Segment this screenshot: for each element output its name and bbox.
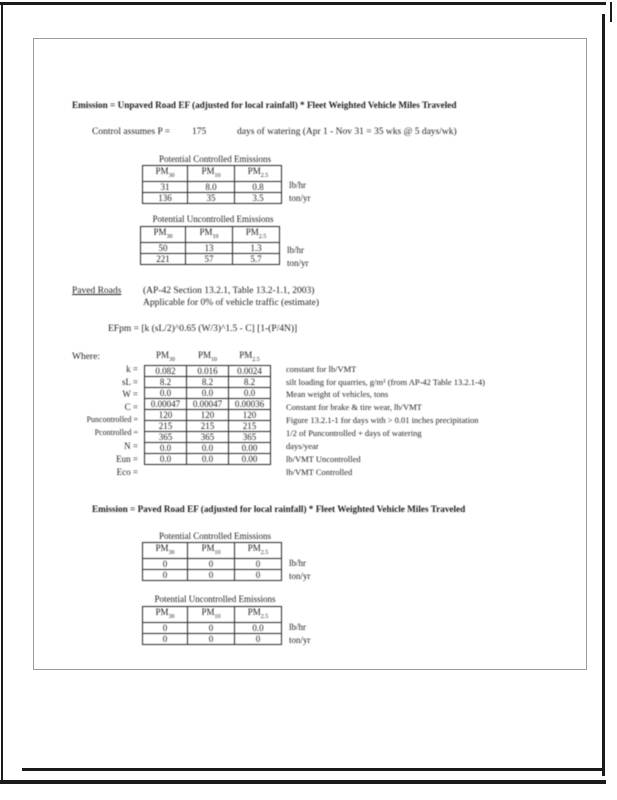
table-cell: 0.00036 xyxy=(229,398,271,409)
scan-border-bottom xyxy=(22,768,604,771)
unit-ton-yr: ton/yr xyxy=(287,258,309,268)
col-pm10: $PM_{10}$ xyxy=(188,166,235,182)
unpaved-uncontrolled-table xyxy=(140,226,280,265)
table-cell: 0.00047 xyxy=(187,398,229,409)
col-pm30: $PM_{30}$ xyxy=(143,543,188,559)
table-cell: 0.0 xyxy=(187,453,229,464)
table-cell: 365 xyxy=(145,431,187,442)
unit-ton-yr: ton/yr xyxy=(289,635,311,645)
table-cell: 215 xyxy=(229,420,271,431)
col-pm10: $PM_{10}$ xyxy=(197,350,217,363)
table-cell: 8.2 xyxy=(145,376,187,387)
col-pm25: $PM_{2.5}$ xyxy=(235,166,282,182)
table-cell: 31 xyxy=(143,181,188,192)
table-row xyxy=(145,398,271,409)
table-cell: 0 xyxy=(143,558,188,569)
table-row xyxy=(143,569,282,580)
col-pm25: $PM_{2.5}$ xyxy=(233,227,280,243)
param-desc-eun: lb/VMT Uncontrolled xyxy=(286,454,361,464)
table-cell: 120 xyxy=(145,409,187,420)
paved-uncontrolled-title: Potential Uncontrolled Emissions xyxy=(154,594,276,604)
table-cell: 0 xyxy=(235,558,282,569)
unit-lb-hr: lb/hr xyxy=(289,622,306,632)
table-row xyxy=(141,242,280,253)
table-cell: 35 xyxy=(188,192,235,203)
scan-border-right-mark xyxy=(610,2,612,22)
table-cell: 13 xyxy=(186,242,233,253)
table-cell: 0 xyxy=(188,558,235,569)
param-label-p-uncontrolled: Puncontrolled = xyxy=(86,415,138,424)
table-row xyxy=(143,181,282,192)
table-row xyxy=(141,253,280,264)
table-cell: 0.00 xyxy=(229,442,271,453)
unpaved-uncontrolled-title: Potential Uncontrolled Emissions xyxy=(152,214,274,224)
col-pm30: $PM_{30}$ xyxy=(143,607,188,623)
table-cell: 0.00 xyxy=(229,453,271,464)
table-row xyxy=(143,633,282,644)
table-cell: 3.5 xyxy=(235,192,282,203)
table-cell: 57 xyxy=(186,253,233,264)
control-description: days of watering (Apr 1 - Nov 31 = 35 wks @ 5 days/wk) xyxy=(237,127,457,137)
param-desc-c: Constant for brake & tire wear, lb/VMT xyxy=(286,402,422,412)
table-cell: 0 xyxy=(143,622,188,633)
table-cell: 0 xyxy=(143,569,188,580)
table-cell: 120 xyxy=(187,409,229,420)
table-row xyxy=(143,558,282,569)
unpaved-controlled-table xyxy=(142,165,282,204)
col-pm10: $PM_{10}$ xyxy=(186,227,233,243)
param-desc-k: constant for lb/VMT xyxy=(286,364,357,374)
table-cell: 0.0024 xyxy=(229,365,271,376)
table-cell: 0 xyxy=(235,569,282,580)
col-pm30: $PM_{30}$ xyxy=(141,227,186,243)
paved-controlled-table xyxy=(142,542,282,581)
col-pm30: $PM_{30}$ xyxy=(155,350,175,363)
unit-lb-hr: lb/hr xyxy=(289,558,306,568)
table-cell: 1.3 xyxy=(233,242,280,253)
table-cell: 0.082 xyxy=(145,365,187,376)
col-pm25: $PM_{2.5}$ xyxy=(235,607,282,623)
table-row xyxy=(145,453,271,464)
paved-controlled-title: Potential Controlled Emissions xyxy=(159,531,271,541)
table-row xyxy=(145,442,271,453)
table-row xyxy=(145,376,271,387)
param-label-eun: Eun = xyxy=(116,454,138,464)
parameters-table xyxy=(144,350,271,465)
param-desc-w: Mean weight of vehicles, tons xyxy=(286,389,389,399)
table-cell: 0.8 xyxy=(235,181,282,192)
param-label-sl: sL = xyxy=(122,377,138,387)
param-label-c: C = xyxy=(124,402,138,412)
col-pm25: $PM_{2.5}$ xyxy=(235,543,282,559)
scan-border-left xyxy=(1,2,3,782)
table-cell: 8.0 xyxy=(188,181,235,192)
table-cell: 365 xyxy=(187,431,229,442)
scan-border-right xyxy=(602,14,605,776)
param-desc-eco: lb/VMT Controlled xyxy=(286,467,353,477)
table-cell: 0 xyxy=(235,633,282,644)
table-cell: 50 xyxy=(141,242,186,253)
table-cell: 0.0 xyxy=(187,387,229,398)
table-row xyxy=(145,409,271,420)
table-cell: 0.00047 xyxy=(145,398,187,409)
unpaved-emission-equation: Emission = Unpaved Road EF (adjusted for local rainfall) * Fleet Weighted Vehicle Miles Traveled xyxy=(72,100,457,110)
param-desc-p-controlled: 1/2 of Puncontrolled + days of watering xyxy=(286,428,422,438)
table-cell: 0 xyxy=(188,633,235,644)
param-label-w: W = xyxy=(122,389,138,399)
param-desc-n: days/year xyxy=(286,441,319,451)
paved-formula: EFpm = [k (sL/2)^0.65 (W/3)^1.5 - C] [1-(P/4N)] xyxy=(108,324,298,334)
table-cell: 5.7 xyxy=(233,253,280,264)
table-cell: 0 xyxy=(188,622,235,633)
unit-lb-hr: lb/hr xyxy=(287,245,304,255)
where-label: Where: xyxy=(72,352,100,362)
table-cell: 0.016 xyxy=(187,365,229,376)
col-pm25: $PM_{2.5}$ xyxy=(239,350,260,363)
table-cell: 120 xyxy=(229,409,271,420)
table-cell: 0.0 xyxy=(145,442,187,453)
table-cell: 8.2 xyxy=(229,376,271,387)
control-label: Control assumes P = xyxy=(92,127,171,137)
table-cell: 0.0 xyxy=(187,442,229,453)
paved-reference: (AP-42 Section 13.2.1, Table 13.2-1.1, 2003) xyxy=(143,286,315,296)
table-cell: 365 xyxy=(229,431,271,442)
unit-ton-yr: ton/yr xyxy=(289,193,311,203)
col-pm30: $PM_{30}$ xyxy=(143,166,188,182)
table-row xyxy=(145,387,271,398)
param-desc-sl: silt loading for quarries, g/m² (from AP-42 Table 13.2.1-4) xyxy=(286,377,485,387)
col-pm10: $PM_{10}$ xyxy=(188,543,235,559)
table-cell: 0.0 xyxy=(145,387,187,398)
param-label-k: k = xyxy=(126,364,138,374)
table-cell: 0.0 xyxy=(235,622,282,633)
table-row xyxy=(145,420,271,431)
param-label-n: N = xyxy=(124,441,138,451)
param-label-p-controlled: Pcontrolled = xyxy=(94,428,138,437)
table-cell: 0 xyxy=(143,633,188,644)
unit-lb-hr: lb/hr xyxy=(289,180,306,190)
table-cell: 215 xyxy=(187,420,229,431)
table-cell: 0.0 xyxy=(145,453,187,464)
scan-border-top xyxy=(0,2,606,5)
table-cell: 221 xyxy=(141,253,186,264)
table-cell: 0.0 xyxy=(229,387,271,398)
param-label-eco: Eco = xyxy=(116,467,138,477)
paved-applicability: Applicable for 0% of vehicle traffic (estimate) xyxy=(143,298,320,308)
table-row xyxy=(145,431,271,442)
table-cell: 0 xyxy=(188,569,235,580)
paved-uncontrolled-table xyxy=(142,606,282,645)
table-cell: 215 xyxy=(145,420,187,431)
table-row xyxy=(143,622,282,633)
paved-roads-label: Paved Roads xyxy=(72,286,122,296)
param-desc-p-uncontrolled: Figure 13.2.1-1 for days with > 0.01 inches precipitation xyxy=(286,415,479,425)
table-row xyxy=(145,365,271,376)
unpaved-controlled-title: Potential Controlled Emissions xyxy=(159,154,271,164)
paved-emission-equation: Emission = Paved Road EF (adjusted for local rainfall) * Fleet Weighted Vehicle Miles Traveled xyxy=(92,504,466,514)
table-cell: 8.2 xyxy=(187,376,229,387)
control-value: 175 xyxy=(192,127,207,137)
col-pm10: $PM_{10}$ xyxy=(188,607,235,623)
table-row xyxy=(143,192,282,203)
table-cell: 136 xyxy=(143,192,188,203)
scan-border-bottom-thick xyxy=(0,780,606,784)
unit-ton-yr: ton/yr xyxy=(289,571,311,581)
